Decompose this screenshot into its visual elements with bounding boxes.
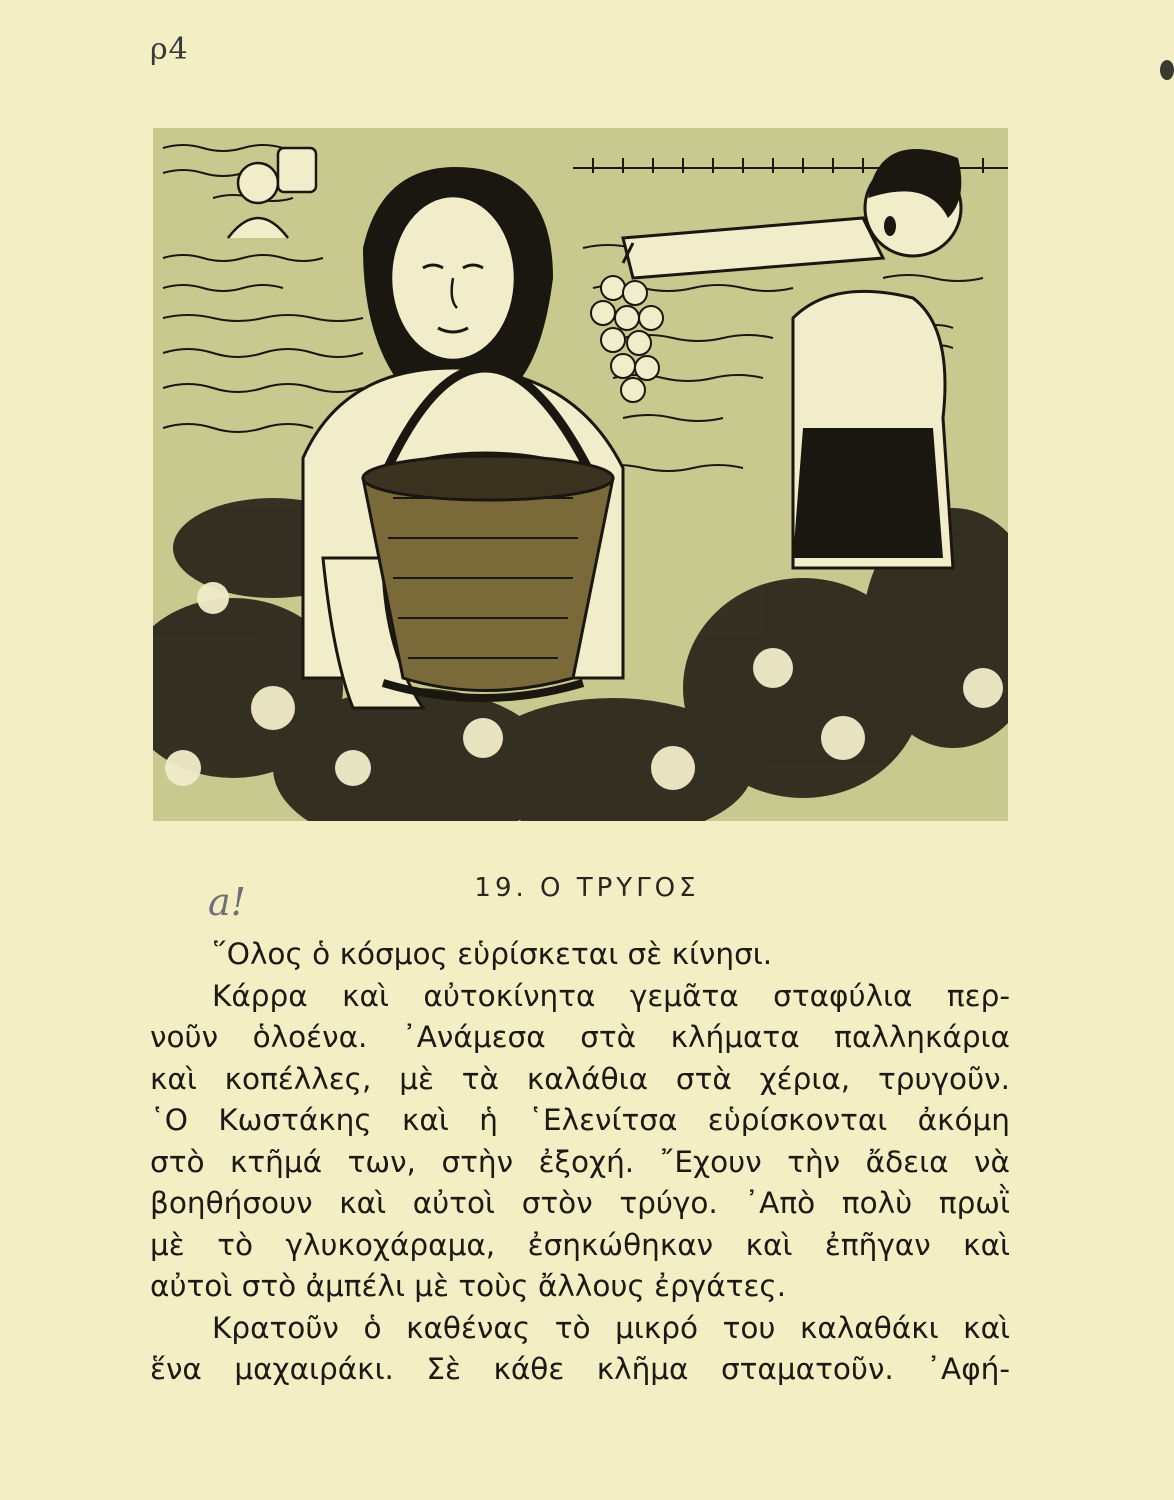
body-text [150,934,1010,1391]
page-number-handwritten: ρ4 [150,32,189,67]
text-line: καὶ κοπέλλες, μὲ τὰ καλάθια στὰ χέρια, τρυγοῦν. [150,1061,1010,1096]
text-line: Κάρρα καὶ αὐτοκίνητα γεμᾶτα σταφύλια περ- [212,978,1010,1013]
text-line: ῾Ο Κωστάκης καὶ ἡ ῾Ελενίτσα εὑρίσκονται ἀκόμη [150,1103,1010,1137]
text-line: στὸ κτῆμά των, στὴν ἐξοχή. ῎Εχουν τὴν ἄδεια νὰ [150,1144,1010,1179]
text-line: μὲ τὸ γλυκοχάραμα, ἐσηκώθηκαν καὶ ἐπῆγαν καὶ [150,1227,1010,1262]
chapter-title: 19. Ο ΤΡΥΓΟΣ [474,873,700,903]
illustration-drawing [153,128,1008,821]
text-line: ἕνα μαχαιράκι. Σὲ κάθε κλῆμα σταματοῦν. ᾿Αφή- [150,1352,1010,1386]
text-line: Κρατοῦν ὁ καθένας τὸ μικρό του καλαθάκι καὶ [212,1310,1010,1345]
text-line: νοῦν ὁλοένα. ᾿Ανάμεσα στὰ κλήματα παλληκάρια [150,1020,1010,1054]
pencil-annotation: a! [208,880,246,924]
text-line: αὐτοὶ στὸ ἀμπέλι μὲ τοὺς ἄλλους ἐργάτες. [150,1269,787,1303]
grape-harvest-illustration [153,128,1008,821]
text-line: βοηθήσουν καὶ αὐτοὶ στὸν τρύγο. ᾿Απὸ πολὺ πρωῒ [150,1186,1010,1220]
page-edge-mark [1160,60,1174,80]
text-line: ῞Ολος ὁ κόσμος εὑρίσκεται σὲ κίνησι. [212,937,773,971]
